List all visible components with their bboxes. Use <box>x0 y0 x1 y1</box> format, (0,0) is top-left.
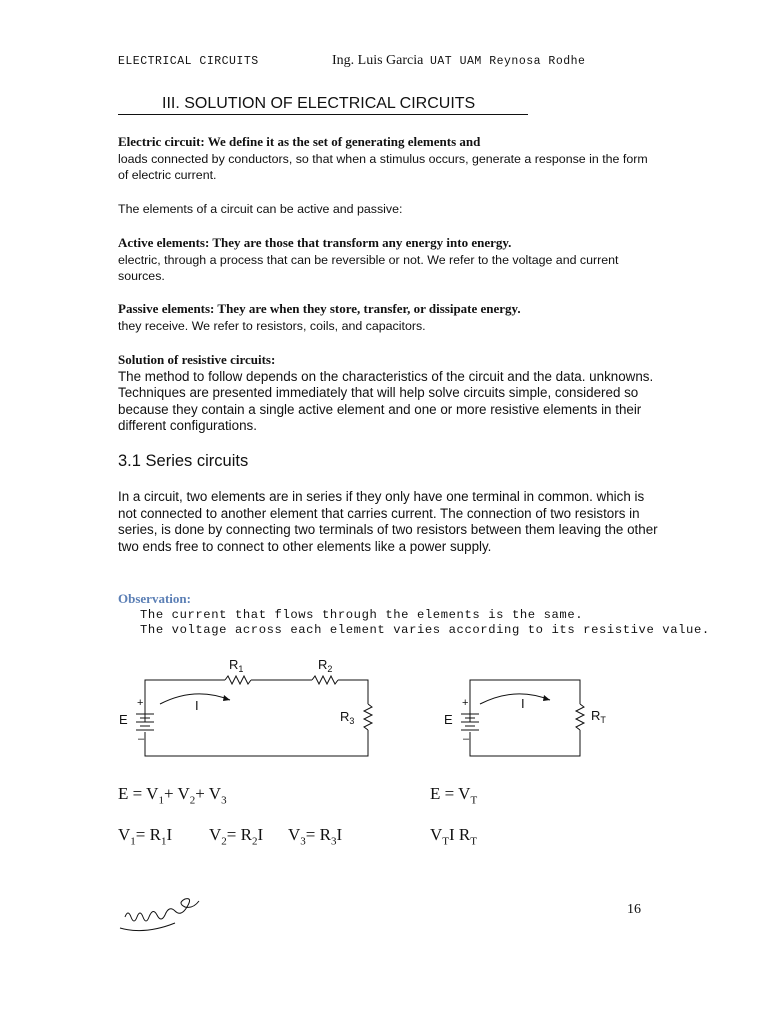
equation-vt: $V_TI$ $R_T$ <box>430 825 477 848</box>
current-arrow <box>480 694 550 704</box>
header-author: Ing. Luis Garcia <box>332 53 424 68</box>
label-minus: – <box>138 733 145 745</box>
wire-right-top <box>338 680 368 704</box>
label-source-e: E <box>119 712 128 727</box>
equation-v1: $V_1= R_1I$ <box>118 825 173 848</box>
passive-text: they receive. We refer to resistors, coils, and capacitors. <box>118 318 426 333</box>
equation-kvl-series: $E = V_1+ V_2+ V_3$ <box>118 784 227 807</box>
intro-bold: Electric circuit: We define it as the set of generating elements and <box>118 134 481 149</box>
active-paragraph <box>118 235 648 285</box>
wire-left-top <box>145 680 225 722</box>
page-title <box>118 95 528 115</box>
signature-icon <box>115 895 205 935</box>
label-plus: + <box>137 697 144 709</box>
resistor-r1-symbol <box>225 676 251 684</box>
label-r3: $R_3$ <box>340 709 355 726</box>
equation-v2: $V_2= R_2I$ <box>209 825 264 848</box>
section-paragraph: In a circuit, two elements are in series if they only have one terminal in common. which is not connected to another element that carries current. The connection of two resistors in series, is done by connecting two terminals of two resistors between them leaving the other two ends free to connect to other elements like a power supply. <box>118 489 658 554</box>
section-heading: 3.1 Series circuits <box>118 452 249 470</box>
observation-label: Observation: <box>118 591 191 606</box>
passive-paragraph <box>118 301 648 334</box>
passive-bold: Passive elements: They are when they store, transfer, or dissipate energy. <box>118 301 521 316</box>
elements-line: The elements of a circuit can be active and passive: <box>118 202 403 216</box>
resistive-heading: Solution of resistive circuits: <box>118 352 276 367</box>
label-source-e: E <box>444 712 453 727</box>
resistor-r2-symbol <box>312 676 338 684</box>
active-text: electric, through a process that can be reversible or not. We refer to the voltage and current sources. <box>118 252 619 283</box>
label-r2: $R_2$ <box>318 657 333 674</box>
observation-line-1: The current that flows through the elements is the same. <box>140 608 584 622</box>
current-arrow-head <box>543 695 550 701</box>
intro-text: loads connected by conductors, so that when a stimulus occurs, generate a response in the form of electric current. <box>118 151 648 182</box>
page-title-text: III. SOLUTION OF ELECTRICAL CIRCUITS <box>162 95 476 112</box>
equivalent-circuit-wires <box>461 680 584 756</box>
label-r1: $R_1$ <box>229 657 244 674</box>
label-minus: – <box>463 733 470 745</box>
resistive-text: The method to follow depends on the characteristics of the circuit and the data. unknowns. Techniques are presented immediately that will help solve circuits simple, considered so because they contain a single active element and one or more resistive elements in their different configurations. <box>118 368 654 433</box>
header-institution: UAT UAM Reynosa Rodhe <box>430 55 586 68</box>
wire-bottom <box>145 730 368 756</box>
resistor-rt-symbol <box>576 704 584 730</box>
signature-stroke <box>120 899 199 931</box>
current-arrow-head <box>223 695 230 701</box>
label-rt: $R_T$ <box>591 708 606 725</box>
header-course: ELECTRICAL CIRCUITS <box>118 55 259 68</box>
label-current: I <box>521 696 525 711</box>
resistor-r3-symbol <box>364 704 372 730</box>
page-number: 16 <box>627 902 641 917</box>
series-circuit-diagram <box>110 650 390 765</box>
label-current: I <box>195 698 199 713</box>
resistive-paragraph <box>118 352 658 435</box>
equation-equivalent: $E = V_T$ <box>430 784 478 807</box>
label-plus: + <box>462 697 469 709</box>
equation-v3: $V_3= R_3I$ <box>288 825 343 848</box>
wire-bottom <box>470 730 580 756</box>
series-circuit-wires <box>136 676 372 756</box>
equivalent-circuit-diagram <box>435 650 615 765</box>
active-bold: Active elements: They are those that transform any energy into energy. <box>118 235 512 250</box>
observation-line-2: The voltage across each element varies according to its resistive value. <box>140 623 710 637</box>
intro-paragraph <box>118 134 648 184</box>
